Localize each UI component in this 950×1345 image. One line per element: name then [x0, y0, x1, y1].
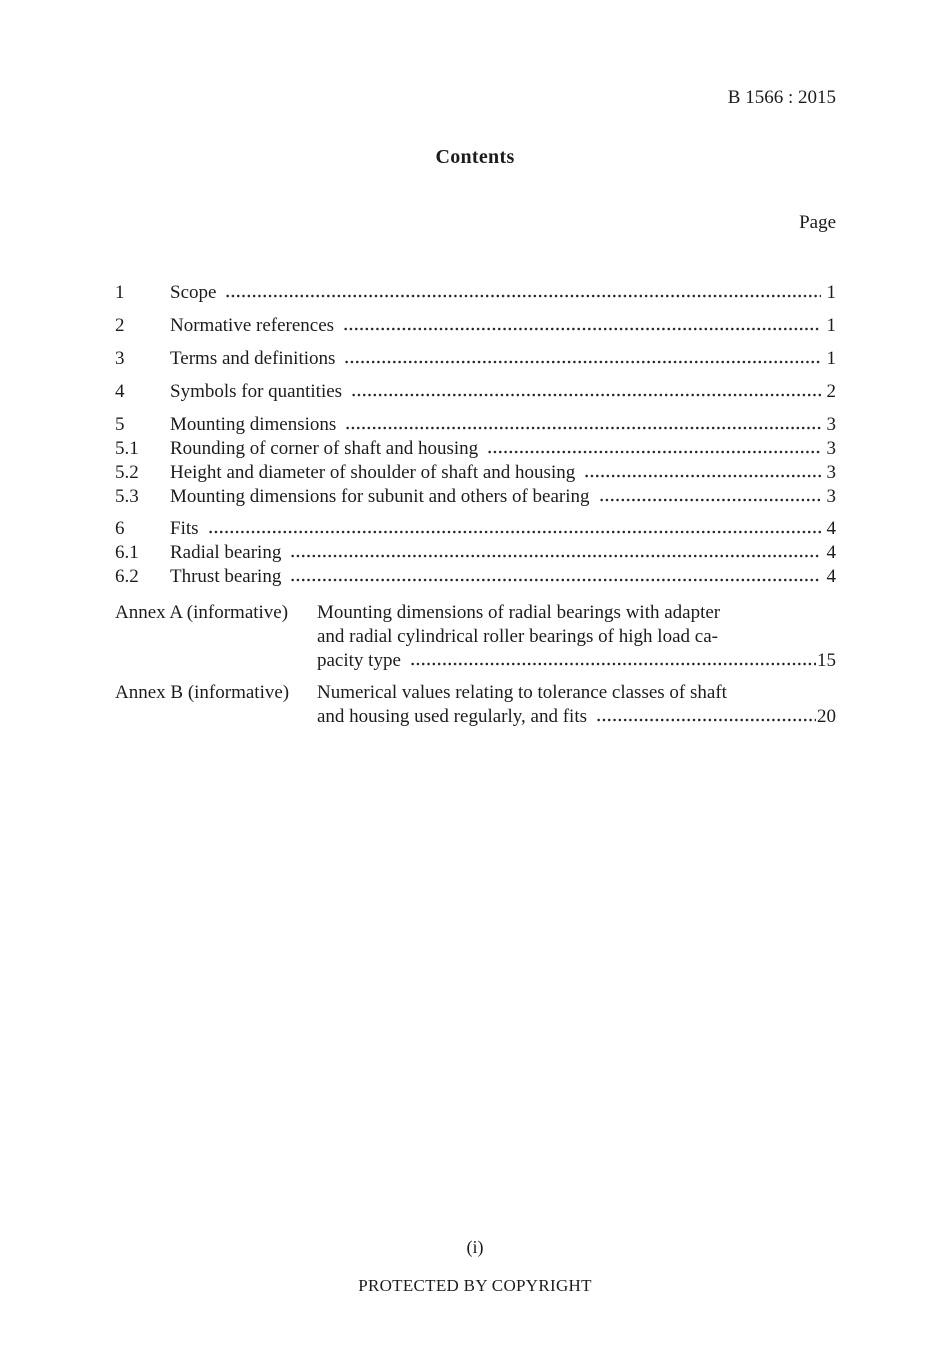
- section-number: 2: [115, 315, 125, 336]
- section-page-number: 1: [826, 348, 836, 369]
- toc-row: [115, 437, 836, 461]
- contents-heading: Contents: [435, 146, 515, 168]
- folio-page-indicator: (i): [466, 1237, 484, 1257]
- section-title: Height and diameter of shoulder of shaft and housing: [170, 462, 576, 483]
- toc-row: [115, 517, 836, 541]
- section-title: Terms and definitions: [170, 348, 336, 369]
- standard-number: B 1566 : 2015: [727, 87, 836, 108]
- toc-row: [115, 461, 836, 485]
- section-title: Mounting dimensions: [170, 414, 337, 435]
- annex-description-last-line: [317, 649, 836, 673]
- page-column-label: Page: [799, 212, 836, 233]
- section-page-number: 3: [826, 462, 836, 483]
- annex-b-entry: [115, 681, 836, 729]
- annex-description-text: and housing used regularly, and fits: [317, 706, 587, 727]
- dot-leader: [344, 347, 821, 371]
- annex-page-number: 20: [817, 706, 836, 727]
- section-number: 5.2: [115, 462, 139, 483]
- section-page-number: 1: [826, 282, 836, 303]
- annex-description-text: pacity type: [317, 650, 401, 671]
- dot-leader: [343, 314, 821, 338]
- dot-leader: [596, 705, 816, 729]
- section-title: Rounding of corner of shaft and housing: [170, 438, 479, 459]
- section-page-number: 3: [826, 414, 836, 435]
- dot-leader: [410, 649, 816, 673]
- toc-row: [115, 565, 836, 589]
- toc-row: [115, 347, 836, 371]
- annex-label: Annex A (informative): [115, 602, 289, 623]
- toc-row: [115, 314, 836, 338]
- section-page-number: 4: [826, 542, 836, 563]
- section-title: Symbols for quantities: [170, 381, 343, 402]
- annex-description-last-line: [317, 705, 836, 729]
- dot-leader: [584, 461, 821, 485]
- section-page-number: 2: [826, 381, 836, 402]
- section-page-number: 3: [826, 486, 836, 507]
- section-number: 5.3: [115, 486, 139, 507]
- section-number: 3: [115, 348, 125, 369]
- page-footer: [0, 1236, 950, 1296]
- toc-row: [115, 485, 836, 509]
- dot-leader: [290, 541, 821, 565]
- annex-label: Annex B (informative): [115, 682, 290, 703]
- annex-description-line: Mounting dimensions of radial bearings with adapter: [317, 602, 721, 623]
- section-number: 1: [115, 282, 125, 303]
- section-title: Scope: [170, 282, 217, 303]
- section-page-number: 1: [826, 315, 836, 336]
- copyright-notice: PROTECTED BY COPYRIGHT: [358, 1276, 592, 1295]
- toc-row: [115, 413, 836, 437]
- dot-leader: [345, 413, 821, 437]
- dot-leader: [225, 281, 821, 305]
- toc-row: [115, 281, 836, 305]
- section-title: Mounting dimensions for subunit and others of bearing: [170, 486, 590, 507]
- toc-row: [115, 380, 836, 404]
- section-number: 4: [115, 381, 125, 402]
- section-page-number: 4: [826, 566, 836, 587]
- section-page-number: 3: [826, 438, 836, 459]
- dot-leader: [208, 517, 821, 541]
- section-number: 6.1: [115, 542, 139, 563]
- dot-leader: [599, 485, 821, 509]
- toc-row: [115, 541, 836, 565]
- section-number: 5: [115, 414, 125, 435]
- dot-leader: [351, 380, 821, 404]
- section-title: Thrust bearing: [170, 566, 282, 587]
- section-number: 5.1: [115, 438, 139, 459]
- annex-page-number: 15: [817, 650, 836, 671]
- section-title: Radial bearing: [170, 542, 282, 563]
- annex-description-line: Numerical values relating to tolerance classes of shaft: [317, 682, 727, 703]
- section-title: Normative references: [170, 315, 335, 336]
- dot-leader: [487, 437, 821, 461]
- section-page-number: 4: [826, 518, 836, 539]
- annex-description: [317, 601, 836, 673]
- section-number: 6.2: [115, 566, 139, 587]
- annex-description: [317, 681, 836, 729]
- section-number: 6: [115, 518, 125, 539]
- dot-leader: [290, 565, 821, 589]
- annex-a-entry: [115, 601, 836, 673]
- annex-description-line: and radial cylindrical roller bearings of high load ca-: [317, 626, 718, 647]
- table-of-contents: [115, 281, 836, 729]
- section-title: Fits: [170, 518, 199, 539]
